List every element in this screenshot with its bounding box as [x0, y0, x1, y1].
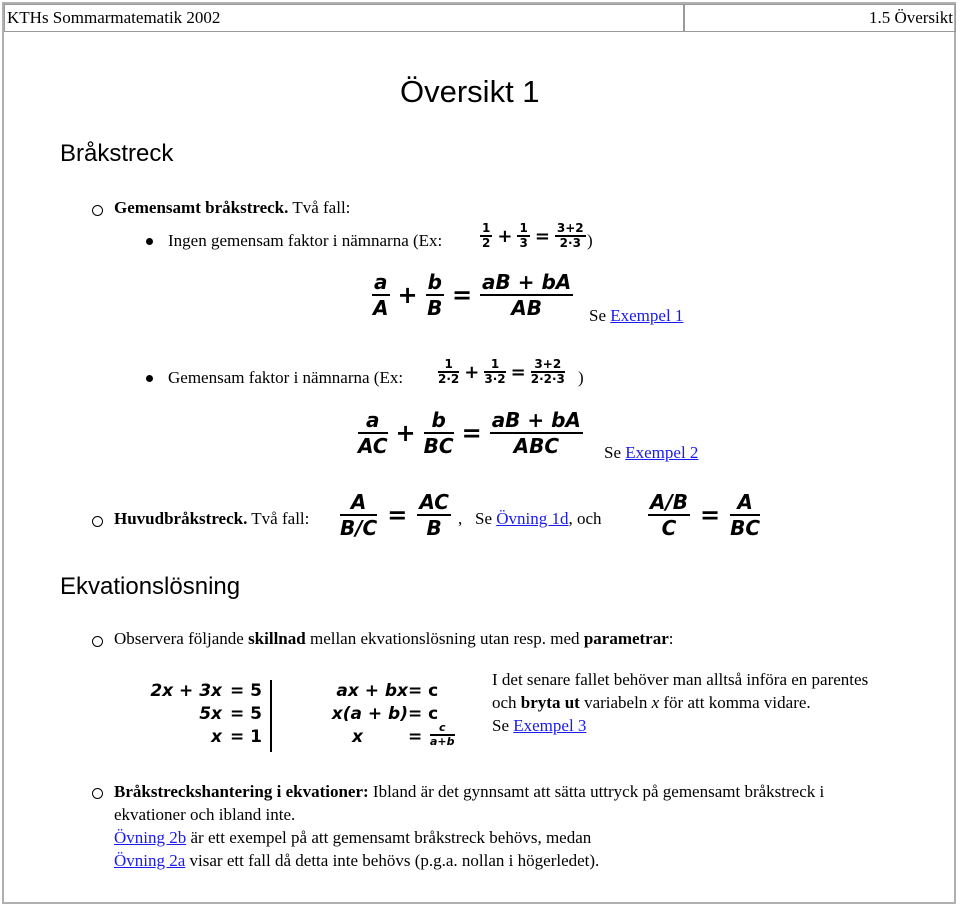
link-exempel-1[interactable]: Exempel 1 [610, 306, 684, 325]
bullet-ring-icon [92, 636, 103, 647]
bullet-dot-icon [146, 238, 153, 245]
formula-huvud-1: $\frac{A}{B/C}$ = $\frac{AC}{B}$ [340, 490, 449, 540]
example1-inline-math: $\frac{1}{2}$ + $\frac{1}{3}$ = $\frac{3+2}{2\cdot 3}$ [482, 221, 584, 250]
formula-1: $\frac{a}{A}$ + $\frac{b}{B}$ = $\frac{aB + bA}{AB}$ [373, 270, 572, 320]
parameter-note: I det senare fallet behöver man alltså införa en parentes och bryta ut variabeln x för att komma vidare. Se Exempel 3 [492, 670, 869, 735]
item-huvudbrakstreck: Huvudbråkstreck. Två fall: [114, 509, 310, 528]
item-label-bold: Gemensamt bråkstreck. [114, 198, 289, 217]
case1-text: Ingen gemensam faktor i nämnarna (Ex: [168, 231, 443, 250]
case2-text: Gemensam faktor i nämnarna (Ex: [168, 368, 404, 387]
see-example-2: Se Exempel 2 [604, 443, 699, 462]
example2-inline-math: $\frac{1}{2\cdot 2}$ + $\frac{1}{3\cdot 2}$ = $\frac{3+2}{2\cdot 2\cdot 3}$ [438, 357, 565, 386]
item-observera: Observera följande skillnad mellan ekvationslösning utan resp. med parametrar: [114, 629, 674, 648]
link-ovning-2b[interactable]: Övning 2b [114, 828, 187, 847]
item-label-rest: Två fall: [288, 198, 351, 217]
link-exempel-2[interactable]: Exempel 2 [625, 443, 699, 462]
formula-huvud-2: $\frac{A/B}{C}$ = $\frac{A}{BC}$ [650, 490, 761, 540]
item-gemensamt-brakstreck [114, 197, 350, 219]
item-label-bold: Huvudbråkstreck. [114, 509, 248, 528]
bullet-dot-icon [146, 375, 153, 382]
page-title: Översikt 1 [400, 74, 540, 109]
section-heading-ekvationslosning: Ekvationslösning [60, 573, 241, 600]
link-ovning-1d[interactable]: Övning 1d [496, 509, 569, 528]
item-brakstreckshantering: Bråkstreckshantering i ekvationer: Ibland är det gynnsamt att sätta uttryck på gemensamt bråkstreck i ekvationer och ibland inte. Övning 2b är ett exempel på att gemensamt bråkstreck behövs, medan Övning 2a visar ett fall då detta inte behövs (p.g.a. nollan i högerledet). [114, 782, 825, 870]
header-course-title: KTHs Sommarmatematik 2002 [4, 4, 684, 32]
case2-close-paren: ) [578, 368, 584, 387]
bullet-ring-icon [92, 516, 103, 527]
link-exempel-3[interactable]: Exempel 3 [513, 716, 587, 735]
bullet-ring-icon [92, 788, 103, 799]
huvud-see: , Se Övning 1d, och [458, 509, 602, 528]
see-example-1: Se Exempel 1 [589, 306, 684, 325]
equation-divider [270, 680, 272, 752]
link-ovning-2a[interactable]: Övning 2a [114, 851, 186, 870]
case1-close-paren: ) [587, 231, 593, 250]
equations-without-parameter: 2x + 3x = 5 5x = 5 x = 1 [150, 681, 262, 747]
equations-with-parameter: ax + bx = c x(a + b) = c x = $\frac{c}{a+b}$ [331, 681, 455, 748]
formula-2: $\frac{a}{AC}$ + $\frac{b}{BC}$ = $\frac{aB + bA}{\text{ABC}}$ [358, 408, 581, 458]
header-section-title: 1.5 Översikt [684, 4, 956, 32]
bullet-ring-icon [92, 205, 103, 216]
section-heading-brakstreck: Bråkstreck [60, 140, 174, 167]
